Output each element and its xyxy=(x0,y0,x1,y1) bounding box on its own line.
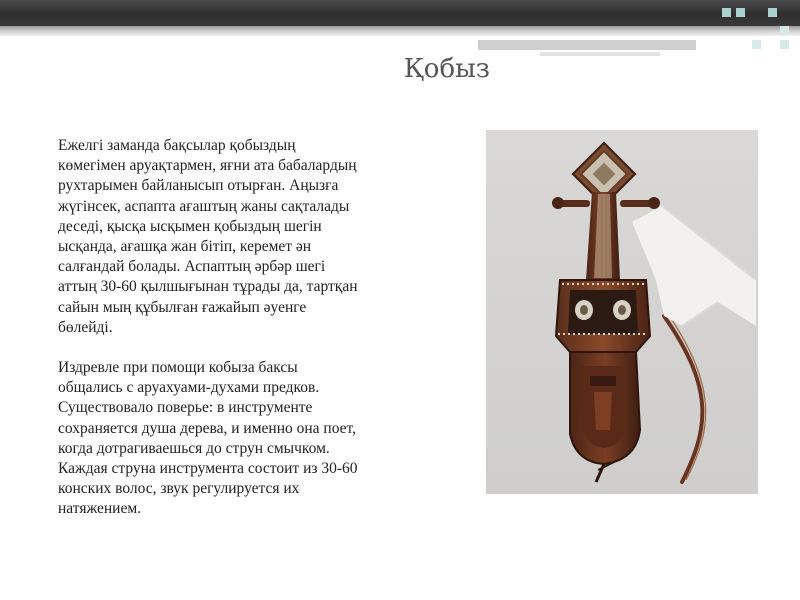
slide-title: Қобыз xyxy=(403,54,490,84)
header-shadow xyxy=(0,26,800,36)
paragraph-kazakh: Ежелгі заманда бақсылар қобыздың көмегімен аруақтармен, яғни ата бабалардың рухтарымен байланысып отырған. Аңызға жүгінсек, аспапта ағаштың жаны сақталады деседі, қысқа ысқымен қобыздың шегін ысқанда, ағашқа жан бітіп, керемет ән салғандай болады. Аспаптың әрбәр шегі аттың 30-60 қылшығынан тұрады да, тартқан сайын мың құбылған ғажайып әуенге бөлейді. xyxy=(58,137,358,336)
paragraph-russian: Издревле при помощи кобыза баксы общались с аруахуами-духами предков. Существовало поверье: в инструменте сохраняется душа дерева, и именно она поет, когда дотрагиваешься до струн смычком. Каждая струна инструмента состоит из 30-60 конских волос, звук регулируется их натяжением. xyxy=(58,359,358,518)
header-band xyxy=(0,0,800,26)
body-text xyxy=(58,136,358,540)
kobyz-photo xyxy=(486,130,758,494)
